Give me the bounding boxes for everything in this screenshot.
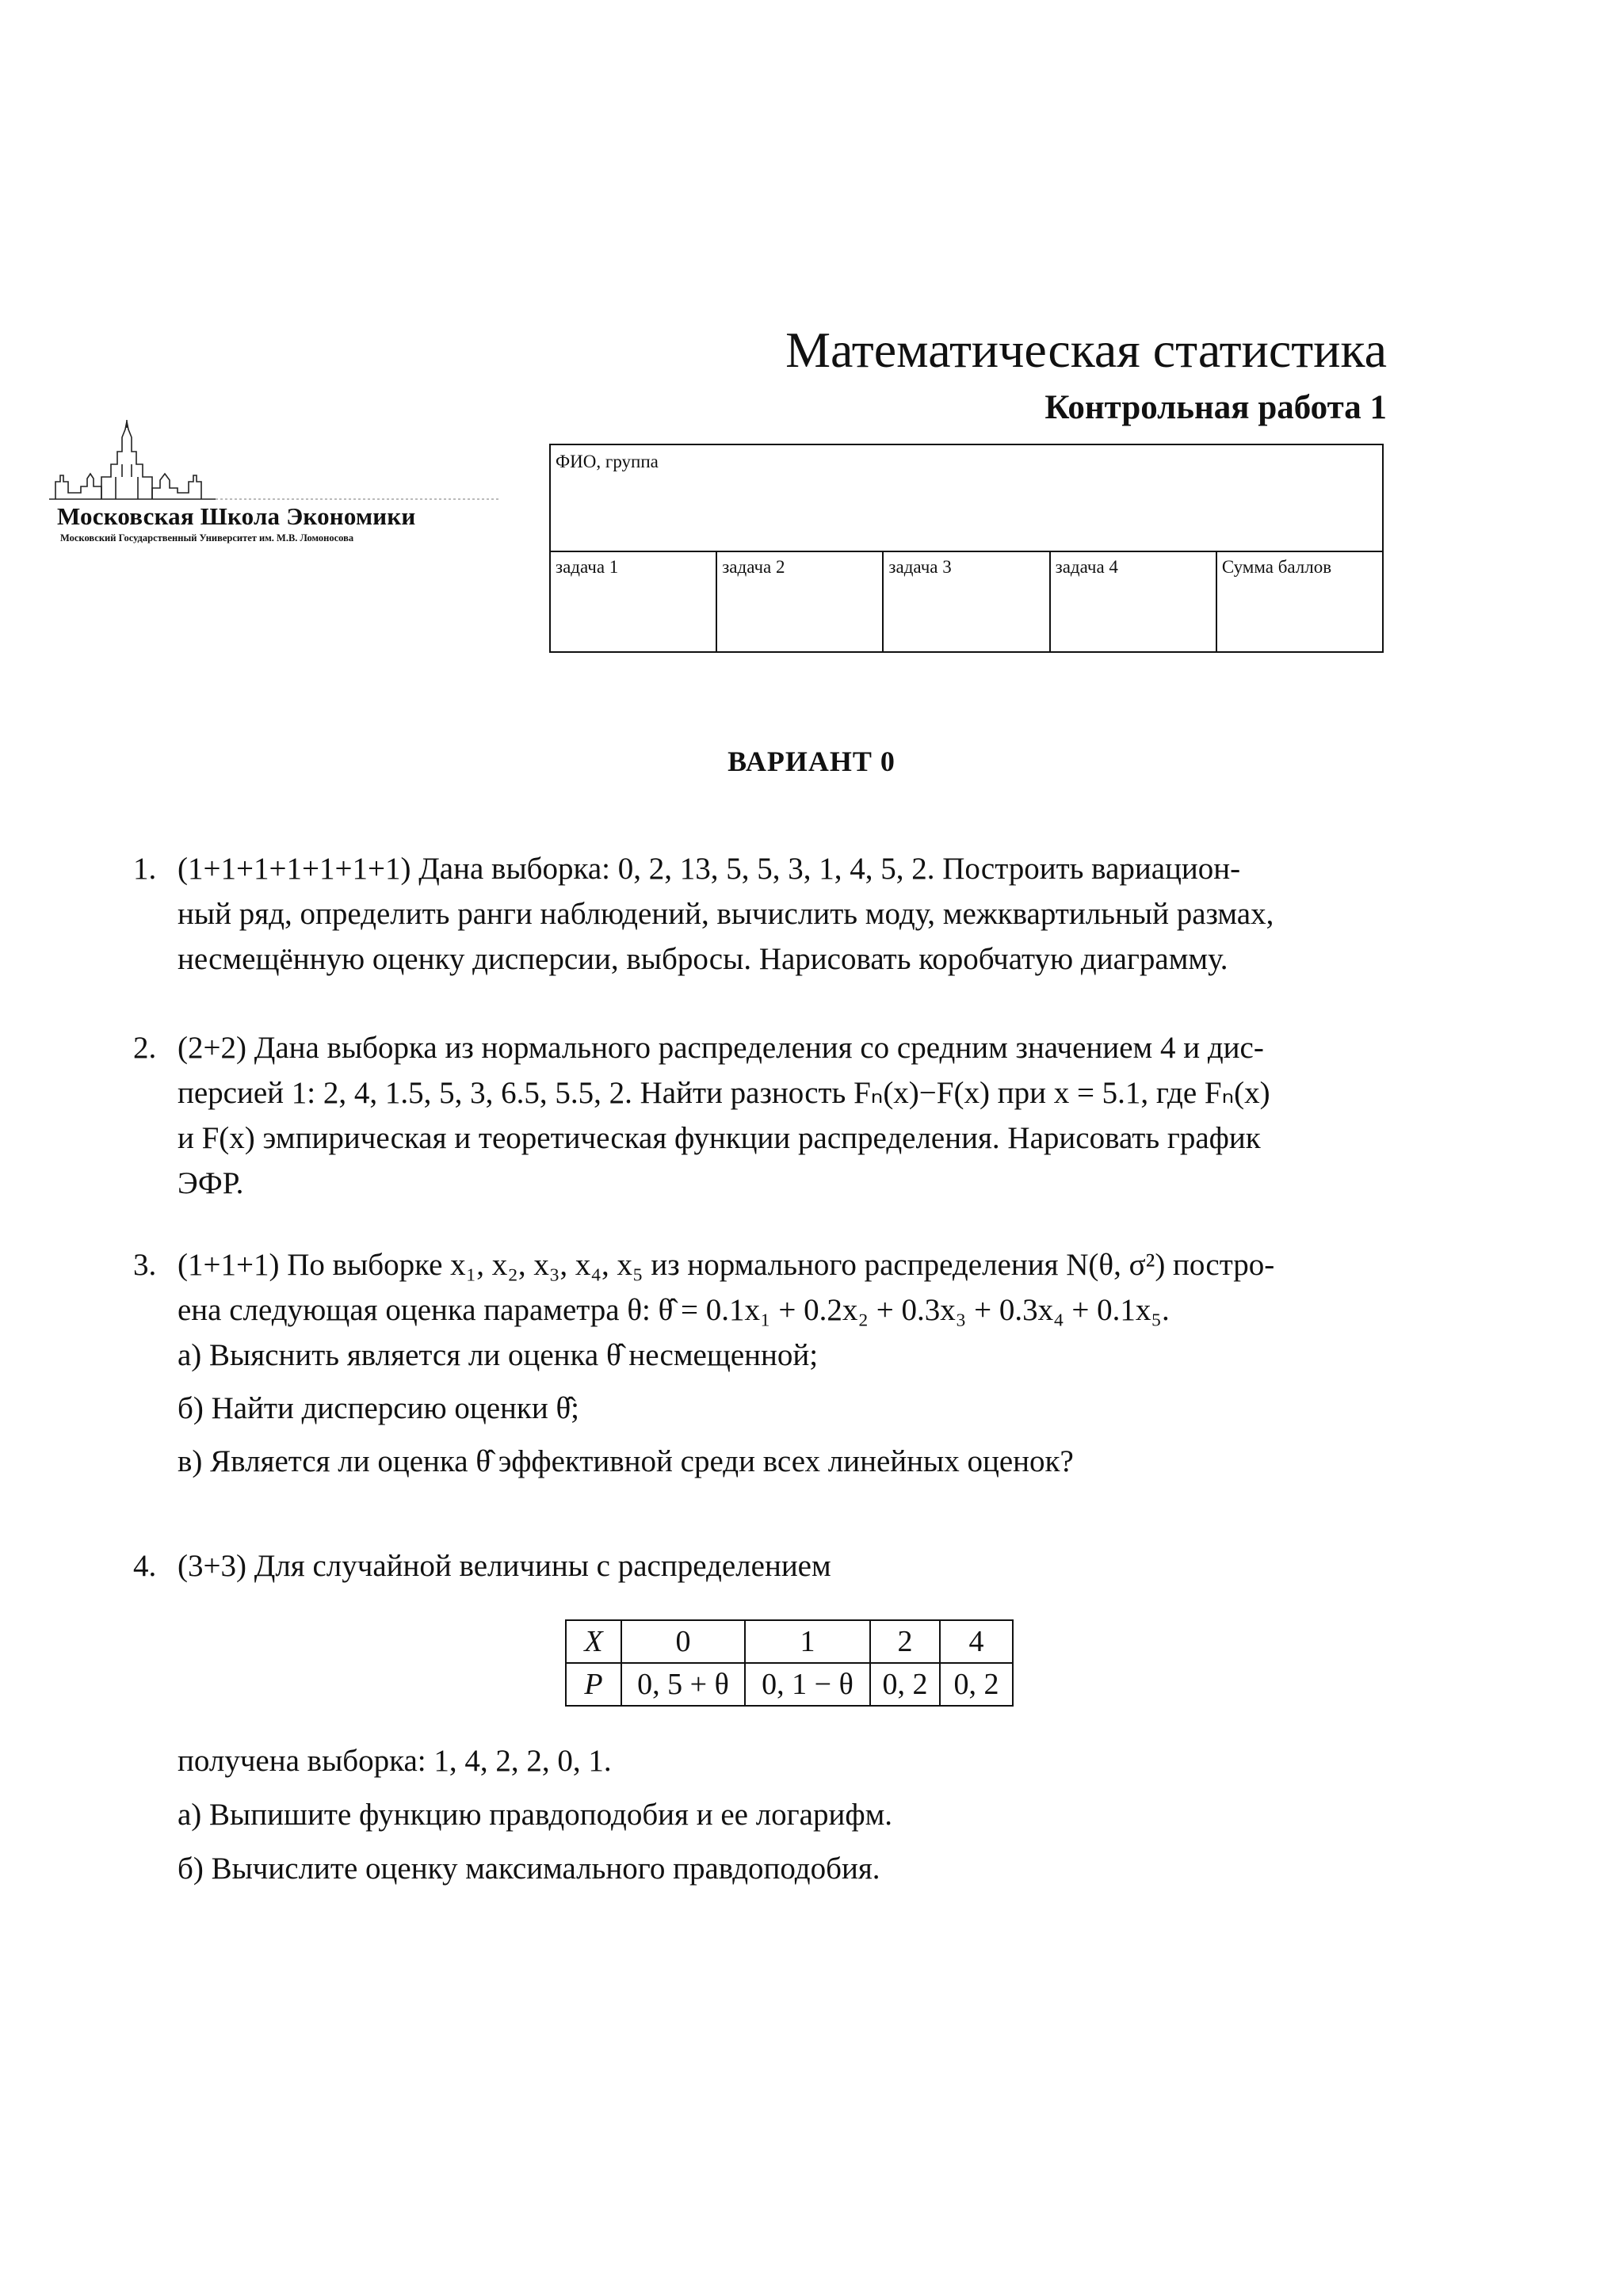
problem-3-item-b: б) Найти дисперсию оценки θ̂; (178, 1391, 579, 1425)
grade-table (549, 444, 1384, 653)
score-label: задача 2 (722, 557, 785, 577)
table-row (566, 1663, 1013, 1706)
document-subtitle: Контрольная работа 1 (1044, 389, 1387, 426)
table-cell: 4 (940, 1620, 1013, 1663)
score-label: задача 3 (888, 557, 952, 577)
problem-text (178, 1242, 1400, 1333)
score-label: задача 4 (1055, 557, 1118, 577)
score-label: Сумма баллов (1221, 557, 1332, 577)
problem-4-item-a: а) Выпишите функцию правдоподобия и ее логарифм. (178, 1798, 893, 1832)
problem-line: персией 1: 2, 4, 1.5, 5, 3, 6.5, 5.5, 2. Найти разность Fₙ(x)−F(x) при x = 5.1, где Fₙ(x) (178, 1076, 1270, 1110)
student-name-label: ФИО, группа (556, 452, 659, 471)
table-cell: 0, 2 (940, 1663, 1013, 1706)
problem-line: (1+1+1+1+1+1+1) Дана выборка: 0, 2, 13, 5, 5, 3, 1, 4, 5, 2. Построить вариацион- (178, 852, 1241, 886)
table-cell: 1 (745, 1620, 870, 1663)
logo-university-name: Московский Государственный Университет им. М.В. Ломоносова (60, 532, 354, 543)
problem-line: (3+3) Для случайной величины с распределением (178, 1549, 831, 1583)
problem-line: несмещённую оценку дисперсии, выбросы. Нарисовать коробчатую диаграмму. (178, 942, 1228, 976)
problem-4-sample: получена выборка: 1, 4, 2, 2, 0, 1. (178, 1744, 612, 1778)
distribution-table (565, 1619, 1014, 1707)
problem-3-item-c: в) Является ли оценка θ̂ эффективной среди всех линейных оценок? (178, 1444, 1074, 1478)
problem-4-item-b: б) Вычислите оценку максимального правдоподобия. (178, 1852, 880, 1886)
table-cell: 2 (870, 1620, 940, 1663)
score-cell-task-3[interactable] (884, 552, 1050, 651)
problem-text (178, 1025, 1400, 1206)
score-cell-task-4[interactable] (1051, 552, 1217, 651)
problem-3-item-a: а) Выяснить является ли оценка θ̂ несмещенной; (178, 1338, 819, 1372)
problem-line: (1+1+1) По выборке x₁, x₂, x₃, x₄, x₅ из нормального распределения N(θ, σ²) постро- (178, 1248, 1275, 1282)
problem-number: 3. (133, 1248, 157, 1282)
table-cell: 0, 5 + θ (621, 1663, 745, 1706)
table-cell: 0 (621, 1620, 745, 1663)
score-label: задача 1 (556, 557, 619, 577)
problem-text (178, 846, 1400, 982)
table-cell: 0, 2 (870, 1663, 940, 1706)
document-title: Математическая статистика (785, 322, 1387, 378)
problem-line: ена следующая оценка параметра θ: θ̂ = 0.1x₁ + 0.2x₂ + 0.3x₃ + 0.3x₄ + 0.1x₅. (178, 1293, 1170, 1327)
table-cell: X (566, 1620, 621, 1663)
variant-heading: ВАРИАНТ 0 (727, 746, 896, 777)
university-building-icon (49, 420, 501, 507)
problem-number: 4. (133, 1549, 157, 1583)
logo-school-name: Московская Школа Экономики (57, 502, 416, 530)
problem-line: (2+2) Дана выборка из нормального распределения со средним значением 4 и дис- (178, 1031, 1264, 1065)
problem-number: 2. (133, 1031, 157, 1065)
table-row (566, 1620, 1013, 1663)
table-cell: P (566, 1663, 621, 1706)
score-cell-task-2[interactable] (717, 552, 884, 651)
problem-number: 1. (133, 852, 157, 886)
problem-line: и F(x) эмпирическая и теоретическая функции распределения. Нарисовать график (178, 1121, 1261, 1155)
school-logo (49, 420, 501, 555)
problem-line: ЭФР. (178, 1166, 244, 1200)
student-name-field[interactable] (551, 445, 1382, 552)
score-cell-task-1[interactable] (551, 552, 717, 651)
score-cell-total[interactable] (1217, 552, 1382, 651)
problem-line: ный ряд, определить ранги наблюдений, вычислить моду, межквартильный размах, (178, 897, 1274, 931)
table-cell: 0, 1 − θ (745, 1663, 870, 1706)
score-row (551, 552, 1382, 651)
problem-text (178, 1543, 1400, 1589)
